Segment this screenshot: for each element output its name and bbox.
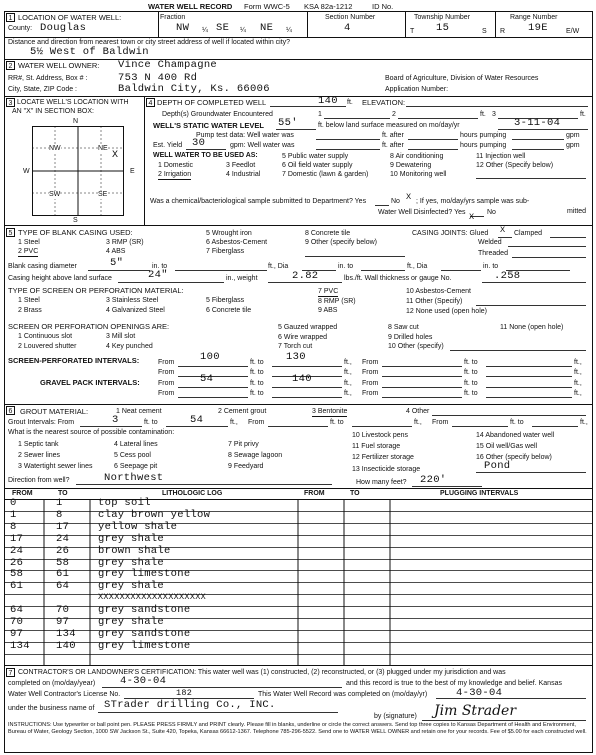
casing-ft-dia-2: ft., Dia [407,263,428,270]
id-number-label: ID No. [372,2,394,11]
use-7[interactable]: 7 Domestic (lawn & garden) [282,171,369,178]
gravel-from-label-2: From [362,380,379,387]
screen-3[interactable]: 3 Stainless Steel [106,297,159,304]
plugging-intervals-header: PLUGGING INTERVALS [440,490,519,497]
address-label: RR#, St. Address, Box # : [8,75,88,82]
grout-ft-2: ft., [414,419,422,426]
screen-6[interactable]: 6 Concrete tile [206,307,252,314]
pump-after: ft. after [382,132,404,139]
plug-from-header: FROM [304,490,325,497]
log-row-to[interactable]: 70 [56,604,70,616]
gravel-ft-3: ft., [344,390,352,397]
grout-to-label: ft. to [144,419,158,426]
est-yield-label: Est. Yield [153,142,183,149]
fraction-label: Fraction [160,14,186,21]
casing-weight-value[interactable]: 2.82 [292,270,319,282]
distance-label: Distance and direction from nearest town or city street address of well if located within city? [8,39,291,46]
est-hours: hours pumping [460,142,507,149]
gravel-to-label-2: ft. to [464,380,478,387]
opening-1[interactable]: 1 Continuous slot [18,333,73,340]
use-5[interactable]: 5 Public water supply [282,153,349,160]
log-row-description[interactable]: grey shale [98,580,165,592]
log-row-to[interactable]: 8 [56,509,63,521]
chem-tail: ; If yes, mo/day/yrs sample was sub- [416,198,530,205]
section-number-value[interactable]: 4 [344,22,351,34]
contractor-signature: Jim Strader [434,703,517,719]
feet-value[interactable]: 220' [420,474,447,486]
log-row-to[interactable]: 97 [56,616,70,628]
disinfect-no: No [487,209,496,216]
perf-from-label-3: From [158,369,175,376]
log-row-from[interactable]: 97 [10,628,24,640]
casing-joints-welded[interactable]: Welded [478,239,502,246]
use-8[interactable]: 8 Air conditioning [390,153,444,160]
gravel-to-label-3: ft. to [250,390,264,397]
casing-joints-threaded[interactable]: Threaded [478,250,508,257]
casing-4[interactable]: 4 ABS [106,248,126,255]
feet-label: How many feet? [356,479,407,486]
county-label: County: [8,25,33,32]
section-2-number: 2 [6,61,15,70]
depth-ft: ft. [347,99,353,106]
static-level-date[interactable]: 3-11-04 [514,117,561,129]
log-row-from[interactable]: 0 [10,497,17,509]
record-completed-label: This Water Well Record was completed on (mo/day/yr) [258,691,428,698]
direction-label: Direction from well? [8,477,70,484]
contam-7[interactable]: 7 Pit privy [228,441,259,448]
use-1[interactable]: 1 Domestic [158,162,194,169]
log-row-description[interactable]: clay brown yellow [98,509,211,521]
log-row-from[interactable]: 58 [10,568,24,580]
section-grid[interactable] [32,126,124,216]
contam-5[interactable]: 5 Cess pool [114,452,151,459]
casing-height-value[interactable]: 24" [148,269,168,281]
opening-3[interactable]: 3 Mill slot [106,333,136,340]
gravel-to-label: ft. to [250,380,264,387]
casing-gauge-value[interactable]: .258 [494,270,521,282]
certification-text: CONTRACTOR'S OR LANDOWNER'S CERTIFICATION: This water well was (1) constructed, (2) reconstructed, or (3) plugged under my jurisdiction and was [18,669,506,676]
perf-intervals-label: SCREEN-PERFORATED INTERVALS: [8,356,140,365]
contam-6[interactable]: 6 Seepage pit [114,463,158,470]
est-gpm: gpm [566,142,580,149]
log-row-from[interactable]: 17 [10,533,24,545]
log-row-from[interactable]: 64 [10,604,24,616]
plug-to-header: TO [350,490,360,497]
est-yield-tail: gpm: Well water was [230,142,295,149]
log-row-from[interactable]: 24 [10,545,24,557]
log-row-description[interactable]: grey shale [98,557,165,569]
fraction-q3[interactable]: NE [260,22,274,34]
gravel-to-value[interactable]: 140 [292,373,312,385]
license-value[interactable]: 182 [176,688,193,698]
north-label: N [73,118,79,125]
contam-15[interactable]: 15 Oil well/Gas well [476,443,538,450]
casing-height-label: Casing height above land surface [8,275,112,282]
grout-from-value[interactable]: 3 [112,414,119,426]
contam-2[interactable]: 2 Sewer lines [18,452,61,459]
pump-gpm: gpm [566,132,580,139]
opening-5[interactable]: 5 Gauzed wrapped [278,324,338,331]
casing-joints-glued-x[interactable]: X [500,225,506,235]
range-ew: E/W [566,28,580,35]
sw-quadrant-label: SW [49,191,61,198]
log-row-description[interactable]: grey limestone [98,568,191,580]
casing-weight-label: in., weight [226,275,258,282]
se-quadrant-label: SE [98,191,108,198]
groundwater-1-label: 1 [318,111,322,118]
form-number: Form WWC-5 [244,2,290,11]
gravel-from-value[interactable]: 54 [200,373,214,385]
gravel-to-label-4: ft. to [464,390,478,397]
locate-title-1: LOCATE WELL'S LOCATION WITH [17,99,129,106]
ksa-reference: KSA 82a-1212 [304,2,353,11]
use-12[interactable]: 12 Other (Specify below) [476,162,554,169]
log-row-to[interactable]: 24 [56,533,70,545]
opening-4[interactable]: 4 Key punched [106,343,153,350]
owner-label: WATER WELL OWNER: [18,61,100,70]
gravel-ft-2: ft., [574,380,582,387]
est-yield-value[interactable]: 30 [192,137,206,149]
groundwater-ft: ft. [480,111,486,118]
owner-value[interactable]: Vince Champagne [118,59,218,71]
screen-1[interactable]: 1 Steel [18,297,40,304]
section-number-label: Section Number [325,14,376,21]
pump-test-label: Pump test data: Well water was [196,132,294,139]
log-row-from[interactable]: 26 [10,557,24,569]
casing-title: TYPE OF BLANK CASING USED: [18,228,133,237]
township-t: T [410,28,415,35]
static-level-value[interactable]: 55' [278,117,298,129]
log-row-to[interactable]: 140 [56,640,76,652]
casing-in-to: in. to [152,263,168,270]
perf-ft: ft., [344,359,352,366]
log-row-description[interactable]: grey limestone [98,640,191,652]
contam-16[interactable]: 16 Other (specify below) [476,454,552,461]
groundwater-label: Depth(s) Groundwater Encountered [162,111,273,118]
record-completed-date[interactable]: 4-30-04 [456,687,503,699]
groundwater-ft: ft. [580,111,586,118]
nw-quadrant-label: NW [49,145,61,152]
contam-other-value[interactable]: Pond [484,460,511,472]
screen-5[interactable]: 5 Fiberglass [206,297,245,304]
log-row-from[interactable]: 8 [10,521,17,533]
opening-11[interactable]: 11 None (open hole) [500,324,564,331]
groundwater-2-label: 2 [392,111,396,118]
depth-value[interactable]: 140 [318,95,338,107]
grout-2[interactable]: 2 Cement grout [218,408,267,415]
quarter-symbol: ¼ [240,27,246,34]
contam-11[interactable]: 11 Fuel storage [352,443,401,450]
log-row-from[interactable]: 134 [10,640,30,652]
disinfect-label: Water Well Disinfected? Yes [378,209,466,216]
section-3-number: 3 [6,98,15,107]
disinfect-no-x[interactable]: X [469,212,475,222]
grout-from-label-3: From [432,419,449,426]
static-level-label: WELL'S STATIC WATER LEVEL [153,121,264,130]
section-1-number: 1 [6,13,15,22]
city-label: City, State, ZIP Code : [8,86,77,93]
license-label: Water Well Contractor's License No. [8,691,121,698]
completed-date[interactable]: 4-30-04 [120,675,167,687]
log-row-to[interactable]: 1 [56,497,63,509]
perf-to-label: ft. to [250,359,264,366]
location-title: LOCATION OF WATER WELL: [18,13,122,22]
county-value[interactable]: Douglas [40,22,87,34]
gravel-from-label: From [158,380,175,387]
perf-from-label-2: From [362,359,379,366]
log-row-description[interactable]: grey sandstone [98,604,191,616]
log-row-description[interactable]: grey shale [98,533,165,545]
west-label: W [23,168,30,175]
log-row-from[interactable]: 1 [10,509,17,521]
direction-value[interactable]: Northwest [104,472,164,484]
range-value[interactable]: 19E [528,22,548,34]
township-label: Township Number [414,14,471,21]
gravel-ft: ft., [344,380,352,387]
ne-quadrant-label: NE [98,145,108,152]
casing-5[interactable]: 5 Wrought iron [206,230,252,237]
log-row-description[interactable]: brown shale [98,545,171,557]
opening-8[interactable]: 8 Saw cut [388,324,419,331]
casing-diameter-label: Blank casing diameter [8,263,77,270]
grout-3[interactable]: 3 Bentonite [312,408,348,415]
contam-8[interactable]: 8 Sewage lagoon [228,452,283,459]
use-title: WELL WATER TO BE USED AS: [153,152,258,159]
locate-title-2: AN "X" IN SECTION BOX: [12,108,94,115]
casing-in-to-2: in. to [338,263,354,270]
south-label: S [73,217,78,224]
log-row-description[interactable]: XXXXXXXXXXXXXXXXXXXX [98,592,207,602]
township-s: S [482,28,487,35]
chem-no: No [391,198,400,205]
static-level-tail: ft. below land surface measured on mo/day/yr [318,122,460,129]
log-row-to[interactable]: 61 [56,568,70,580]
fraction-q1[interactable]: NW [176,22,190,34]
grout-from-label-2: From [248,419,265,426]
screen-7[interactable]: 7 PVC [318,288,339,295]
lithologic-log-header: LITHOLOGIC LOG [162,490,223,497]
grout-to-label-3: ft. to [510,419,524,426]
grout-intervals-label: Grout Intervals: From [8,419,75,426]
instructions-text: INSTRUCTIONS: Use typewriter or ball point pen. PLEASE PRESS FIRMLY and PRINT clearly. Please fill in blanks, underline or circle the correct answers. Send top three copies to Kansas Department of Health and Environment, Bureau of Water, Geology Section, 1000 SW Jackson St., Suite 420, Topeka, Kansas 66612-1367. Telephone 785-296-5522. Send one to WATER WELL OWNER and retain one for your records. Fee of $5.00 for each constructed well. [8,722,587,735]
use-2[interactable]: 2 Irrigation [158,171,192,178]
casing-diameter-value[interactable]: 5" [110,257,124,269]
gravel-ft-4: ft., [574,390,582,397]
address-value[interactable]: 753 N 400 Rd [118,72,198,84]
city-value[interactable]: Baldwin City, Ks. 66006 [118,83,270,95]
casing-7[interactable]: 7 Fiberglass [206,248,245,255]
contam-1[interactable]: 1 Septic tank [18,441,59,448]
board-of-agriculture: Board of Agriculture, Division of Water Resources [385,75,539,82]
use-3[interactable]: 3 Feedlot [226,162,256,169]
contam-4[interactable]: 4 Lateral lines [114,441,158,448]
grout-ft: ft., [230,419,238,426]
perf-to-value[interactable]: 130 [286,351,306,363]
perf-ft-3: ft., [344,369,352,376]
chem-sample-label: Was a chemical/bacteriological sample submitted to Department? Yes [150,198,367,205]
pump-hours: hours pumping [460,132,507,139]
casing-lbs-label: lbs./ft. Wall thickness or gauge No. [344,275,452,282]
well-location-x-mark: X [112,150,119,161]
log-row-description[interactable]: top soil [98,497,151,509]
east-label: E [130,168,135,175]
use-6[interactable]: 6 Oil field water supply [282,162,353,169]
opening-9[interactable]: 9 Drilled holes [388,334,433,341]
opening-7[interactable]: 7 Torch cut [278,343,313,350]
distance-value[interactable]: 5½ West of Baldwin [30,46,149,58]
casing-joints-clamped[interactable]: Clamped [514,230,543,237]
opening-10[interactable]: 10 Other (specify) [388,343,444,350]
casing-9[interactable]: 9 Other (specify below) [305,239,377,246]
log-row-to[interactable]: 58 [56,557,70,569]
use-10[interactable]: 10 Monitoring well [390,171,447,178]
section-7-number: 7 [6,668,15,677]
grout-to-value[interactable]: 54 [190,414,204,426]
log-row-from[interactable]: 61 [10,580,24,592]
contam-3[interactable]: 3 Watertight sewer lines [18,463,93,470]
grout-title: GROUT MATERIAL: [20,407,89,416]
log-row-to[interactable]: 64 [56,580,70,592]
screen-12[interactable]: 12 None used (open hole) [406,308,487,315]
screen-4[interactable]: 4 Galvanized Steel [106,307,165,314]
log-row-to[interactable]: 17 [56,521,70,533]
grout-4[interactable]: 4 Other [406,408,430,415]
contam-10[interactable]: 10 Livestock pens [352,432,409,439]
contam-14[interactable]: 14 Abandoned water well [476,432,555,439]
casing-3[interactable]: 3 RMP (SR) [106,239,144,246]
openings-title: SCREEN OR PERFORATION OPENINGS ARE: [8,322,170,331]
contam-13[interactable]: 13 Insecticide storage [352,466,421,473]
depth-label: DEPTH OF COMPLETED WELL [157,98,267,107]
township-value[interactable]: 15 [436,22,450,34]
log-row-to[interactable]: 134 [56,628,76,640]
use-9[interactable]: 9 Dewatering [390,162,432,169]
groundwater-3-label: 3 [492,111,496,118]
contam-12[interactable]: 12 Fertilizer storage [352,454,414,461]
opening-2[interactable]: 2 Louvered shutter [18,343,77,350]
log-row-from[interactable]: 70 [10,616,24,628]
quarter-symbol: ¼ [202,27,208,34]
section-4-number: 4 [146,98,155,107]
grout-to-label-2: ft. to [330,419,344,426]
log-table-grid [4,499,593,665]
screen-11[interactable]: 11 Other (Specify) [406,298,463,305]
chem-no-x[interactable]: X [406,192,412,202]
grout-1[interactable]: 1 Neat cement [116,408,162,415]
casing-in-to-3: in. to [483,263,499,270]
perf-ft-4: ft., [574,369,582,376]
contamination-label: What is the nearest source of possible contamination: [8,429,175,436]
fraction-q2[interactable]: SE [216,22,230,34]
quarter-symbol: ¼ [286,27,292,34]
use-4[interactable]: 4 Industrial [226,171,261,178]
casing-joints-label: CASING JOINTS: Glued [412,230,489,237]
perf-from-label: From [158,359,175,366]
perf-to-label-2: ft. to [464,359,478,366]
casing-6[interactable]: 6 Asbestos-Cement [206,239,268,246]
completed-label: completed on (mo/day/year) [8,680,96,687]
gravel-intervals-label: GRAVEL PACK INTERVALS: [40,378,140,387]
range-r: R [500,28,506,35]
log-from-header: FROM [12,490,33,497]
casing-1[interactable]: 1 Steel [18,239,40,246]
range-label: Range Number [510,14,558,21]
casing-2[interactable]: 2 PVC [18,248,39,255]
section-6-number: 6 [6,406,15,415]
contam-9[interactable]: 9 Feedyard [228,463,264,470]
form-title: WATER WELL RECORD [148,2,233,11]
log-to-header: TO [58,490,68,497]
gravel-from-label-4: From [362,390,379,397]
perf-to-label-3: ft. to [250,369,264,376]
opening-6[interactable]: 6 Wire wrapped [278,334,328,341]
chem-mitted: mitted [567,208,587,215]
perf-ft-2: ft., [574,359,582,366]
screen-title: TYPE OF SCREEN OR PERFORATION MATERIAL: [8,286,184,295]
log-row-description[interactable]: grey sandstone [98,628,191,640]
casing-ft-dia: ft., Dia [268,263,289,270]
casing-8[interactable]: 8 Concrete tile [305,230,351,237]
elevation-label: ELEVATION: [362,98,406,107]
application-number-label: Application Number: [385,86,449,93]
signature-label: by (signature) [374,713,417,720]
grout-ft-3: ft., [580,419,588,426]
log-row-description[interactable]: grey shale [98,616,165,628]
log-row-description[interactable]: yellow shale [98,521,178,533]
gravel-from-label-3: From [158,390,175,397]
section-5-number: 5 [6,228,15,237]
est-after: ft. after [382,142,404,149]
screen-8[interactable]: 8 RMP (SR) [318,298,356,305]
perf-to-label-4: ft. to [464,369,478,376]
business-name[interactable]: STrader drilling Co., INC. [104,699,276,711]
business-label: under the business name of [8,705,95,712]
certification-text-2: and this record is true to the best of my knowledge and belief. Kansas [346,680,562,687]
perf-from-value[interactable]: 100 [200,351,220,363]
perf-from-label-4: From [362,369,379,376]
screen-9[interactable]: 9 ABS [318,307,338,314]
log-row-to[interactable]: 26 [56,545,70,557]
screen-10[interactable]: 10 Asbestos-Cement [406,288,471,295]
use-11[interactable]: 11 Injection well [476,153,526,160]
screen-2[interactable]: 2 Brass [18,307,42,314]
